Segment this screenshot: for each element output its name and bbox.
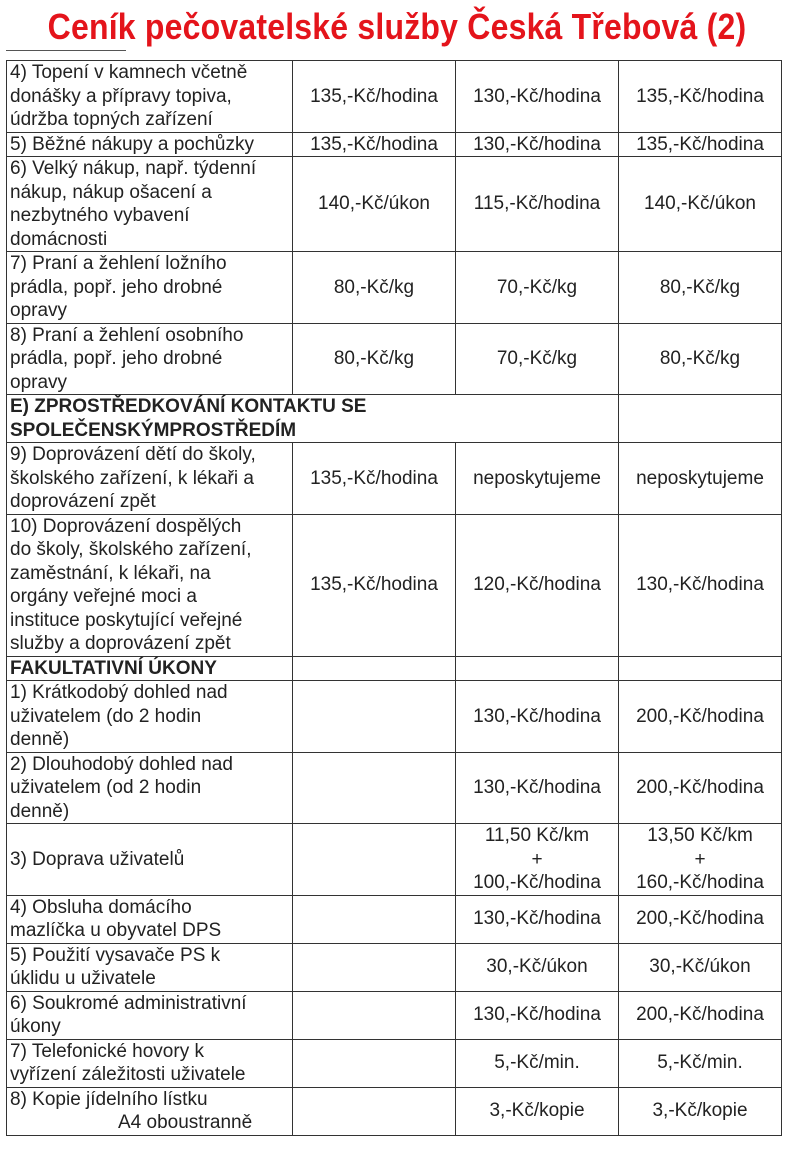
cell-text-line: 140,-Kč/úkon bbox=[644, 193, 756, 215]
cell-text-line: opravy bbox=[10, 300, 68, 321]
price-cell-col1 bbox=[293, 1039, 456, 1087]
section-header bbox=[7, 395, 619, 443]
cell-text-line: 4) Obsluha domácího bbox=[10, 896, 192, 918]
page-title: Ceník pečovatelské služby Česká Třebová (2) bbox=[47, 6, 747, 47]
price-cell-col3 bbox=[619, 514, 782, 656]
cell-text-line: 80,-Kč/kg bbox=[333, 348, 415, 369]
cell-text-line: PROSTŘEDÍM bbox=[169, 419, 297, 441]
price-cell-col3 bbox=[619, 943, 782, 991]
cell-text-line: 5) Použití vysavače PS k bbox=[10, 944, 221, 966]
cell-text-line: 135,-Kč/hodina bbox=[636, 133, 764, 155]
cell-text-line: úkony bbox=[10, 1016, 61, 1037]
price-cell-col1 bbox=[293, 252, 456, 324]
cell-text-line: 5,-Kč/min. bbox=[494, 1052, 580, 1074]
price-cell-col2 bbox=[456, 824, 619, 896]
cell-text-line: do školy, školského zařízení, bbox=[10, 539, 252, 560]
cell-text-line: 130,-Kč/hodina bbox=[473, 777, 601, 798]
cell-text-line: 115,-Kč/hodina bbox=[473, 193, 601, 215]
cell-text-line: 135,-Kč/hodina bbox=[310, 85, 438, 107]
price-cell-col1 bbox=[293, 943, 456, 991]
empty-cell bbox=[619, 656, 782, 681]
cell-text-line: prádla, popř. jeho drobné bbox=[10, 276, 223, 298]
table-row bbox=[7, 991, 782, 1039]
cell-text-line: služby a doprovázení zpět bbox=[10, 633, 231, 654]
table-row bbox=[7, 252, 782, 324]
cell-text-line: 5) Běžné nákupy a pochůzky bbox=[10, 133, 254, 155]
cell-text-line: 130,-Kč/hodina bbox=[473, 1004, 601, 1026]
service-description bbox=[7, 991, 293, 1039]
cell-text-line: zaměstnání, k lékaři, na bbox=[10, 562, 211, 584]
cell-text-line: 130,-Kč/hodina bbox=[473, 133, 601, 155]
service-description bbox=[7, 752, 293, 824]
cell-text-line: prádla, popř. jeho drobné bbox=[10, 348, 223, 369]
table-row bbox=[7, 443, 782, 515]
price-cell-col1 bbox=[293, 61, 456, 133]
price-cell-col3 bbox=[619, 132, 782, 157]
cell-text-line: školského zařízení, k lékaři a bbox=[10, 467, 254, 489]
section-header bbox=[7, 656, 293, 681]
cell-text-line: 100,-Kč/hodina bbox=[473, 872, 601, 893]
price-cell-col2 bbox=[456, 61, 619, 133]
price-cell-col2 bbox=[456, 443, 619, 515]
price-cell-col1 bbox=[293, 514, 456, 656]
cell-text-line: 6) Velký nákup, např. týdenní bbox=[10, 158, 257, 179]
price-cell-col2 bbox=[456, 943, 619, 991]
price-cell-col3 bbox=[619, 681, 782, 753]
price-table bbox=[6, 60, 782, 1136]
cell-text-line: A4 oboustranně bbox=[118, 1112, 253, 1133]
price-cell-col2 bbox=[456, 252, 619, 324]
cell-text-line: nezbytného vybavení bbox=[10, 205, 190, 226]
table-row bbox=[7, 895, 782, 943]
price-table-body bbox=[7, 61, 782, 1136]
price-cell-col1 bbox=[293, 681, 456, 753]
cell-text-line: 11,50 Kč/km bbox=[484, 825, 590, 846]
price-cell-col3 bbox=[619, 895, 782, 943]
price-cell-col2 bbox=[456, 514, 619, 656]
service-description bbox=[7, 681, 293, 753]
cell-text-line: 135,-Kč/hodina bbox=[310, 133, 438, 155]
cell-text-line: 8) Praní a žehlení osobního bbox=[10, 324, 244, 346]
table-row bbox=[7, 61, 782, 133]
price-cell-col1 bbox=[293, 752, 456, 824]
cell-text-line: mazlíčka u obyvatel DPS bbox=[10, 920, 222, 941]
cell-text-line: 10) Doprovázení dospělých bbox=[10, 515, 242, 537]
cell-text-line: 130,-Kč/hodina bbox=[473, 85, 601, 107]
table-row bbox=[7, 1039, 782, 1087]
price-cell-col2 bbox=[456, 752, 619, 824]
price-cell-col3 bbox=[619, 824, 782, 896]
service-description bbox=[7, 1087, 293, 1135]
price-cell-col1 bbox=[293, 824, 456, 896]
service-description bbox=[7, 132, 293, 157]
cell-text-line: 8) Kopie jídelního lístku bbox=[10, 1088, 208, 1110]
price-cell-col1 bbox=[293, 157, 456, 252]
price-cell-col1 bbox=[293, 1087, 456, 1135]
service-description bbox=[7, 943, 293, 991]
cell-text-line: 200,-Kč/hodina bbox=[636, 1004, 764, 1026]
empty-cell bbox=[619, 395, 782, 443]
service-description bbox=[7, 895, 293, 943]
cell-text-line: 7) Praní a žehlení ložního bbox=[10, 253, 227, 274]
cell-text-line: 70,-Kč/kg bbox=[496, 348, 578, 369]
price-cell-col1 bbox=[293, 323, 456, 395]
table-row bbox=[7, 132, 782, 157]
service-description bbox=[7, 824, 293, 896]
cell-text-line: + bbox=[694, 848, 706, 870]
table-row bbox=[7, 514, 782, 656]
cell-text-line: denně) bbox=[10, 800, 70, 822]
service-description bbox=[7, 157, 293, 252]
empty-cell bbox=[293, 656, 456, 681]
cell-text-line: donášky a přípravy topiva, bbox=[10, 85, 232, 107]
price-cell-col2 bbox=[456, 895, 619, 943]
cell-text-line: 200,-Kč/hodina bbox=[636, 777, 764, 798]
cell-text-line: orgány veřejné moci a bbox=[10, 586, 197, 607]
price-cell-col1 bbox=[293, 991, 456, 1039]
price-cell-col1 bbox=[293, 443, 456, 515]
cell-text-line: 135,-Kč/hodina bbox=[310, 467, 438, 489]
cell-text-line: 30,-Kč/úkon bbox=[649, 956, 751, 978]
price-cell-col2 bbox=[456, 1039, 619, 1087]
service-description bbox=[7, 61, 293, 133]
service-description bbox=[7, 252, 293, 324]
cell-text-line: 6) Soukromé administrativní bbox=[10, 992, 247, 1014]
price-cell-col2 bbox=[456, 323, 619, 395]
cell-text-line: 200,-Kč/hodina bbox=[636, 705, 764, 727]
price-cell-col3 bbox=[619, 61, 782, 133]
section-header-row bbox=[7, 395, 782, 443]
service-description bbox=[7, 1039, 293, 1087]
cell-text-line: + bbox=[531, 848, 543, 870]
cell-text-line: 160,-Kč/hodina bbox=[636, 872, 764, 893]
cell-text-line: 70,-Kč/kg bbox=[496, 276, 578, 298]
cell-text-line: domácnosti bbox=[10, 228, 108, 250]
cell-text-line: doprovázení zpět bbox=[10, 491, 156, 512]
cell-text-line: 80,-Kč/kg bbox=[659, 348, 741, 369]
cell-text-line: 4) Topení v kamnech včetně bbox=[10, 62, 248, 83]
cell-text-line: 130,-Kč/hodina bbox=[473, 908, 601, 930]
cell-text-line: 140,-Kč/úkon bbox=[318, 193, 430, 215]
cell-text-line: neposkytujeme bbox=[636, 467, 764, 489]
cell-text-line: 9) Doprovázení dětí do školy, bbox=[10, 444, 256, 465]
cell-text-line: neposkytujeme bbox=[473, 467, 601, 489]
price-cell-col3 bbox=[619, 752, 782, 824]
cell-text-line: 135,-Kč/hodina bbox=[636, 85, 764, 107]
service-description bbox=[7, 514, 293, 656]
cell-text-line: 3,-Kč/kopie bbox=[652, 1100, 748, 1122]
section-header-row bbox=[7, 656, 782, 681]
price-cell-col3 bbox=[619, 443, 782, 515]
table-row bbox=[7, 752, 782, 824]
price-cell-col2 bbox=[456, 157, 619, 252]
cell-text-line: FAKULTATIVNÍ ÚKONY bbox=[10, 657, 217, 679]
cell-text-line: 80,-Kč/kg bbox=[659, 276, 741, 298]
cell-text-line: 7) Telefonické hovory k bbox=[10, 1040, 204, 1062]
price-cell-col3 bbox=[619, 1087, 782, 1135]
cell-text-line: 30,-Kč/úkon bbox=[486, 956, 588, 978]
cell-text-line: uživatelem (od 2 hodin bbox=[10, 777, 202, 798]
table-row bbox=[7, 943, 782, 991]
price-cell-col3 bbox=[619, 323, 782, 395]
price-cell-col2 bbox=[456, 681, 619, 753]
price-cell-col3 bbox=[619, 991, 782, 1039]
cell-text-line: 135,-Kč/hodina bbox=[310, 574, 438, 596]
cell-text-line: 200,-Kč/hodina bbox=[636, 908, 764, 930]
price-cell-col2 bbox=[456, 1087, 619, 1135]
cell-text-line: 130,-Kč/hodina bbox=[636, 574, 764, 596]
table-row bbox=[7, 1087, 782, 1135]
title-divider bbox=[6, 50, 126, 51]
cell-text-line: instituce poskytující veřejné bbox=[10, 609, 243, 631]
price-cell-col2 bbox=[456, 132, 619, 157]
service-description bbox=[7, 443, 293, 515]
cell-text-line: denně) bbox=[10, 729, 70, 750]
table-row bbox=[7, 157, 782, 252]
cell-text-line: 120,-Kč/hodina bbox=[473, 574, 601, 596]
cell-text-line: 1) Krátkodobý dohled nad bbox=[10, 682, 228, 703]
cell-text-line: 3) Doprava uživatelů bbox=[10, 848, 185, 870]
table-row bbox=[7, 824, 782, 896]
cell-text-line: uživatelem (do 2 hodin bbox=[10, 705, 202, 727]
cell-text-line: E) ZPROSTŘEDKOVÁNÍ KONTAKTU SE SPOLEČENSKÝM bbox=[10, 396, 367, 441]
cell-text-line: 130,-Kč/hodina bbox=[473, 705, 601, 727]
cell-text-line: 2) Dlouhodobý dohled nad bbox=[10, 753, 233, 775]
cell-text-line: 80,-Kč/kg bbox=[333, 276, 415, 298]
price-cell-col1 bbox=[293, 132, 456, 157]
cell-text-line: úklidu u uživatele bbox=[10, 968, 156, 989]
cell-text-line: 13,50 Kč/km bbox=[647, 825, 753, 846]
empty-cell bbox=[456, 656, 619, 681]
price-cell-col1 bbox=[293, 895, 456, 943]
cell-text-line: údržba topných zařízení bbox=[10, 109, 213, 130]
cell-text-line: nákup, nákup ošacení a bbox=[10, 181, 212, 203]
price-cell-col3 bbox=[619, 1039, 782, 1087]
cell-text-line: 5,-Kč/min. bbox=[657, 1052, 743, 1074]
price-cell-col3 bbox=[619, 157, 782, 252]
cell-text-line: opravy bbox=[10, 371, 68, 393]
price-cell-col2 bbox=[456, 991, 619, 1039]
table-row bbox=[7, 681, 782, 753]
price-cell-col3 bbox=[619, 252, 782, 324]
cell-text-line: vyřízení záležitosti uživatele bbox=[10, 1064, 246, 1085]
table-row bbox=[7, 323, 782, 395]
cell-text-line: 3,-Kč/kopie bbox=[489, 1100, 585, 1122]
service-description bbox=[7, 323, 293, 395]
